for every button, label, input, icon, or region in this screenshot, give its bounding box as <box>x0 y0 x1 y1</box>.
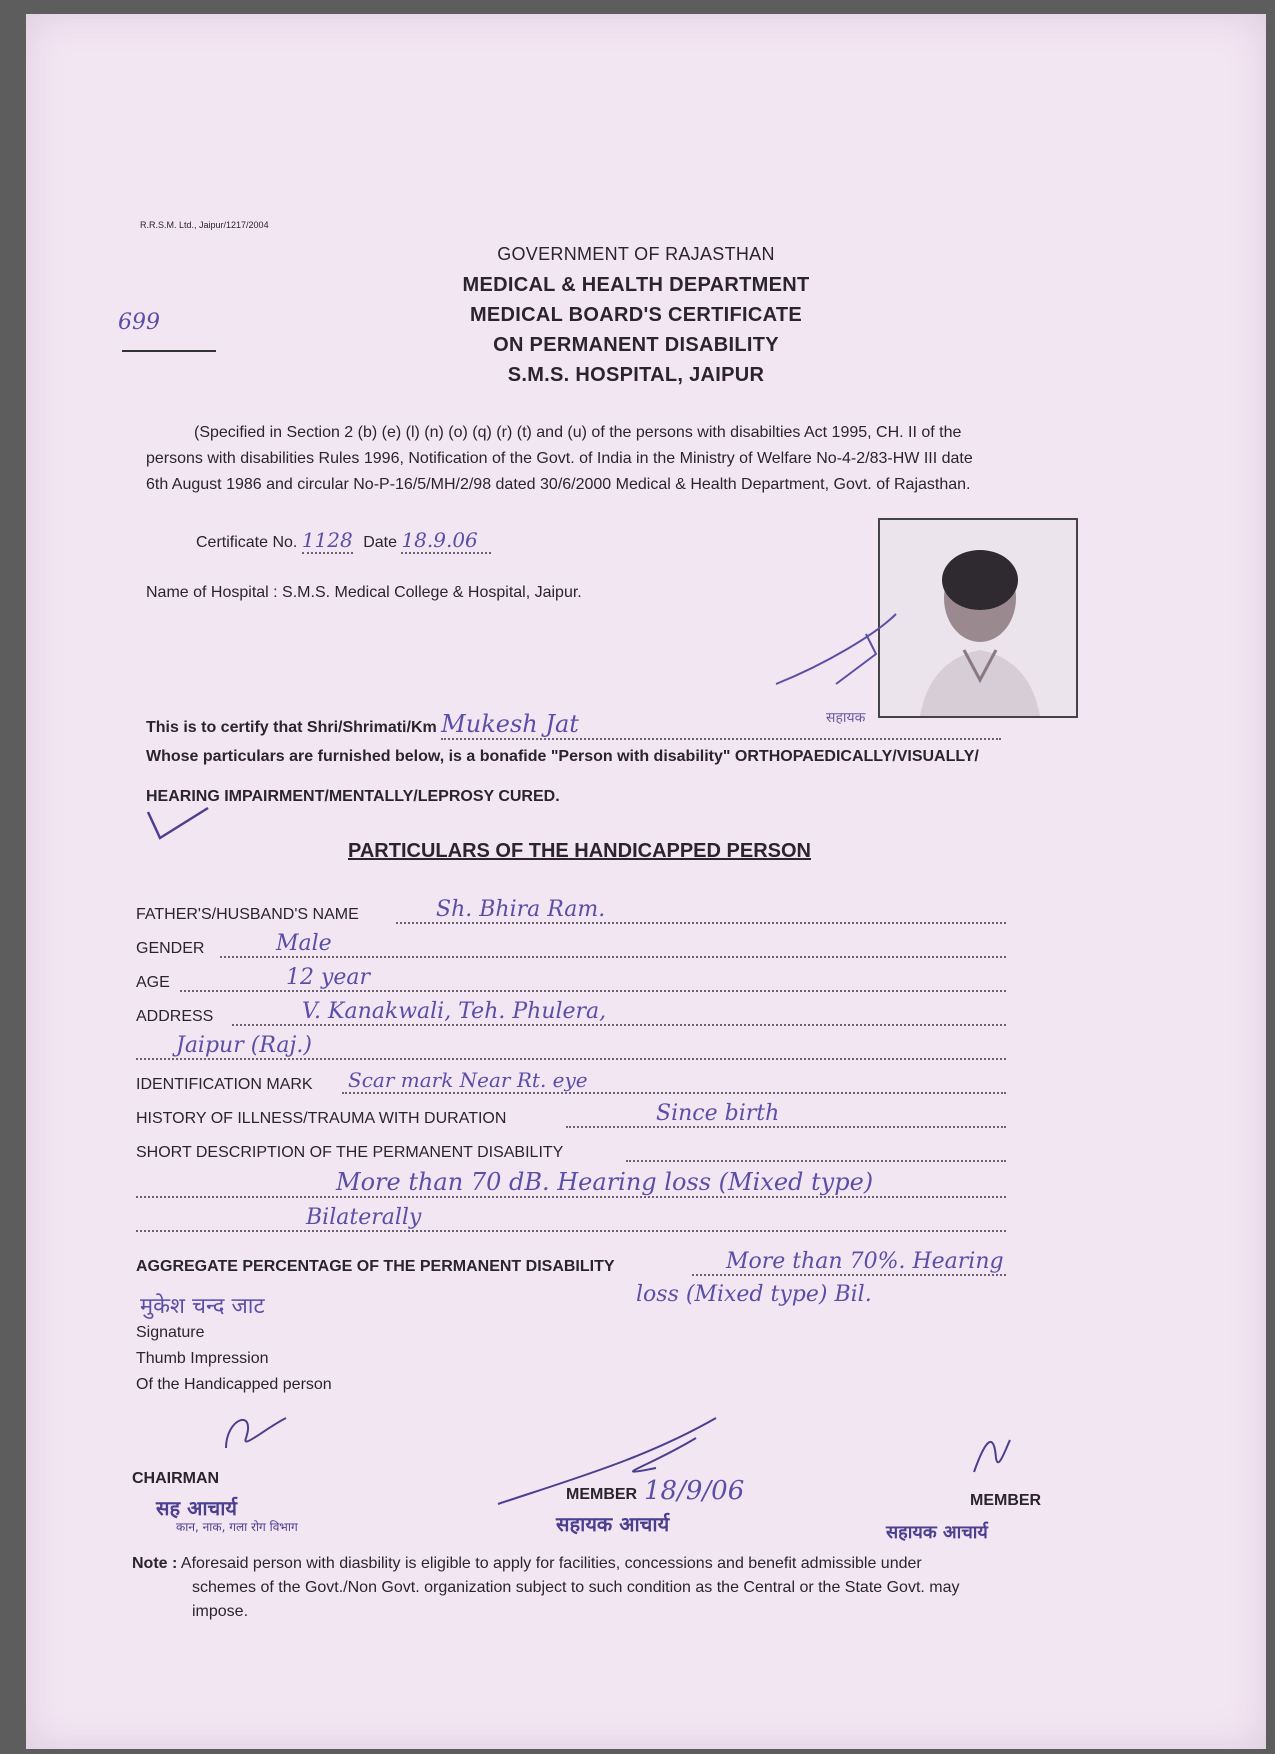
member1-stamp: सहायक आचार्य <box>556 1512 670 1536</box>
certificate-page <box>26 14 1266 1749</box>
hospital-line: Name of Hospital : S.M.S. Medical College & Hospital, Jaipur. <box>146 584 582 601</box>
certificate-no-row <box>196 528 491 554</box>
note-line-1 <box>132 1552 1132 1576</box>
address-value-2: Jaipur (Raj.) <box>176 1033 312 1058</box>
gender-value: Male <box>276 931 332 956</box>
identification-value: Scar mark Near Rt. eye <box>348 1068 588 1092</box>
photo-attestation-sign <box>766 594 926 694</box>
father-name-value: Sh. Bhira Ram. <box>436 897 606 922</box>
age-value: 12 year <box>286 965 371 990</box>
printer-code: R.R.S.M. Ltd., Jaipur/1217/2004 <box>140 220 269 230</box>
preamble <box>146 420 1146 498</box>
description-dotline-3 <box>136 1229 1006 1232</box>
chairman-stamp: सह आचार्य <box>156 1496 238 1520</box>
description-label: SHORT DESCRIPTION OF THE PERMANENT DISABILITY <box>136 1144 564 1161</box>
description-row <box>136 1132 1006 1166</box>
aggregate-value-1: More than 70%. Hearing <box>726 1249 1004 1274</box>
chairman-label: CHAIRMAN <box>132 1470 220 1487</box>
signature-label: Signature <box>136 1324 205 1341</box>
handicapped-person-signature: मुकेश चन्द जाट <box>140 1294 265 1319</box>
note-block <box>132 1552 1132 1624</box>
address-value-1: V. Kanakwali, Teh. Phulera, <box>302 999 607 1024</box>
stamp-text: सहायक <box>826 710 866 726</box>
age-label: AGE <box>136 974 170 991</box>
certify-line <box>146 710 1001 740</box>
aggregate-value-2: loss (Mixed type) Bil. <box>636 1282 872 1307</box>
date-value: 18.9.06 <box>401 528 491 554</box>
identification-row <box>136 1064 1006 1098</box>
condition-line: HEARING IMPAIRMENT/MENTALLY/LEPROSY CURED. <box>146 788 560 805</box>
gender-dotline <box>220 955 1006 958</box>
date-label: Date <box>363 534 397 551</box>
certificate-no-label: Certificate No. <box>196 534 298 551</box>
history-value: Since birth <box>656 1101 780 1126</box>
preamble-line-3: 6th August 1986 and circular No-P-16/5/MH/2/98 dated 30/6/2000 Medical & Health Department, Govt. of Rajasthan. <box>146 476 971 493</box>
member1-label: MEMBER <box>566 1486 638 1503</box>
header-line-3: MEDICAL BOARD'S CERTIFICATE <box>469 304 803 326</box>
note-text-1: Aforesaid person with diasbility is eligible to apply for facilities, concessions and benefit admissible under <box>180 1555 922 1572</box>
note-prefix: Note : <box>132 1555 178 1572</box>
preamble-line-1: (Specified in Section 2 (b) (e) (l) (n) (o) (q) (r) (t) and (u) of the persons with disabilties Act 1995, CH. II of the <box>194 424 962 441</box>
father-name-row <box>136 894 1006 928</box>
preamble-line-2: persons with disabilities Rules 1996, Notification of the Govt. of India in the Ministry of Welfare No-4-2/83-HW III date <box>146 450 973 467</box>
member2-stamp: सहायक आचार्य <box>886 1522 988 1543</box>
description-row-2 <box>136 1166 1006 1202</box>
gender-row <box>136 928 1006 962</box>
person-name: Mukesh Jat <box>441 710 1001 740</box>
particulars-line: Whose particulars are furnished below, is a bonafide "Person with disability" ORTHOPAEDICALLY/VISUALLY/ <box>146 748 979 765</box>
member2-label: MEMBER <box>970 1492 1042 1509</box>
header-line-2: MEDICAL & HEALTH DEPARTMENT <box>462 274 810 296</box>
description-row-3 <box>136 1202 1006 1236</box>
history-dotline <box>566 1125 1006 1128</box>
aggregate-row <box>136 1246 1006 1280</box>
handicapped-person-label: Of the Handicapped person <box>136 1376 332 1393</box>
thumb-impression-label: Thumb Impression <box>136 1350 269 1367</box>
member2-initials <box>966 1428 1016 1478</box>
header-line-5: S.M.S. HOSPITAL, JAIPUR <box>507 364 765 386</box>
note-line-3: impose. <box>192 1603 249 1620</box>
father-name-label: FATHER'S/HUSBAND'S NAME <box>136 906 359 923</box>
certificate-no-value: 1128 <box>301 528 353 552</box>
history-row <box>136 1098 1006 1132</box>
aggregate-label: AGGREGATE PERCENTAGE OF THE PERMANENT DISABILITY <box>136 1258 615 1275</box>
address-label: ADDRESS <box>136 1008 214 1025</box>
description-dotline <box>626 1159 1006 1162</box>
section-title: PARTICULARS OF THE HANDICAPPED PERSON <box>348 840 811 862</box>
description-value-2: Bilaterally <box>306 1205 422 1230</box>
identification-label: IDENTIFICATION MARK <box>136 1076 313 1093</box>
age-row <box>136 962 1006 996</box>
header-line-4: ON PERMANENT DISABILITY <box>493 334 779 356</box>
note-line-2: schemes of the Govt./Non Govt. organization subject to such condition as the Central or the State Govt. may <box>192 1579 960 1596</box>
member1-date: 18/9/06 <box>644 1476 745 1506</box>
serial-number: 699 <box>118 310 160 335</box>
header-line-1: GOVERNMENT OF RAJASTHAN <box>497 244 775 264</box>
address-row <box>136 996 1006 1030</box>
history-label: HISTORY OF ILLNESS/TRAUMA WITH DURATION <box>136 1110 507 1127</box>
check-mark <box>144 804 214 844</box>
gender-label: GENDER <box>136 940 205 957</box>
address-row-2 <box>136 1030 1006 1064</box>
certify-label: This is to certify that Shri/Shrimati/Km <box>146 719 437 736</box>
chairman-stamp-dept: कान, नाक, गला रोग विभाग <box>176 1520 298 1534</box>
description-value-1: More than 70 dB. Hearing loss (Mixed type) <box>336 1168 874 1196</box>
chairman-initials <box>216 1398 296 1458</box>
